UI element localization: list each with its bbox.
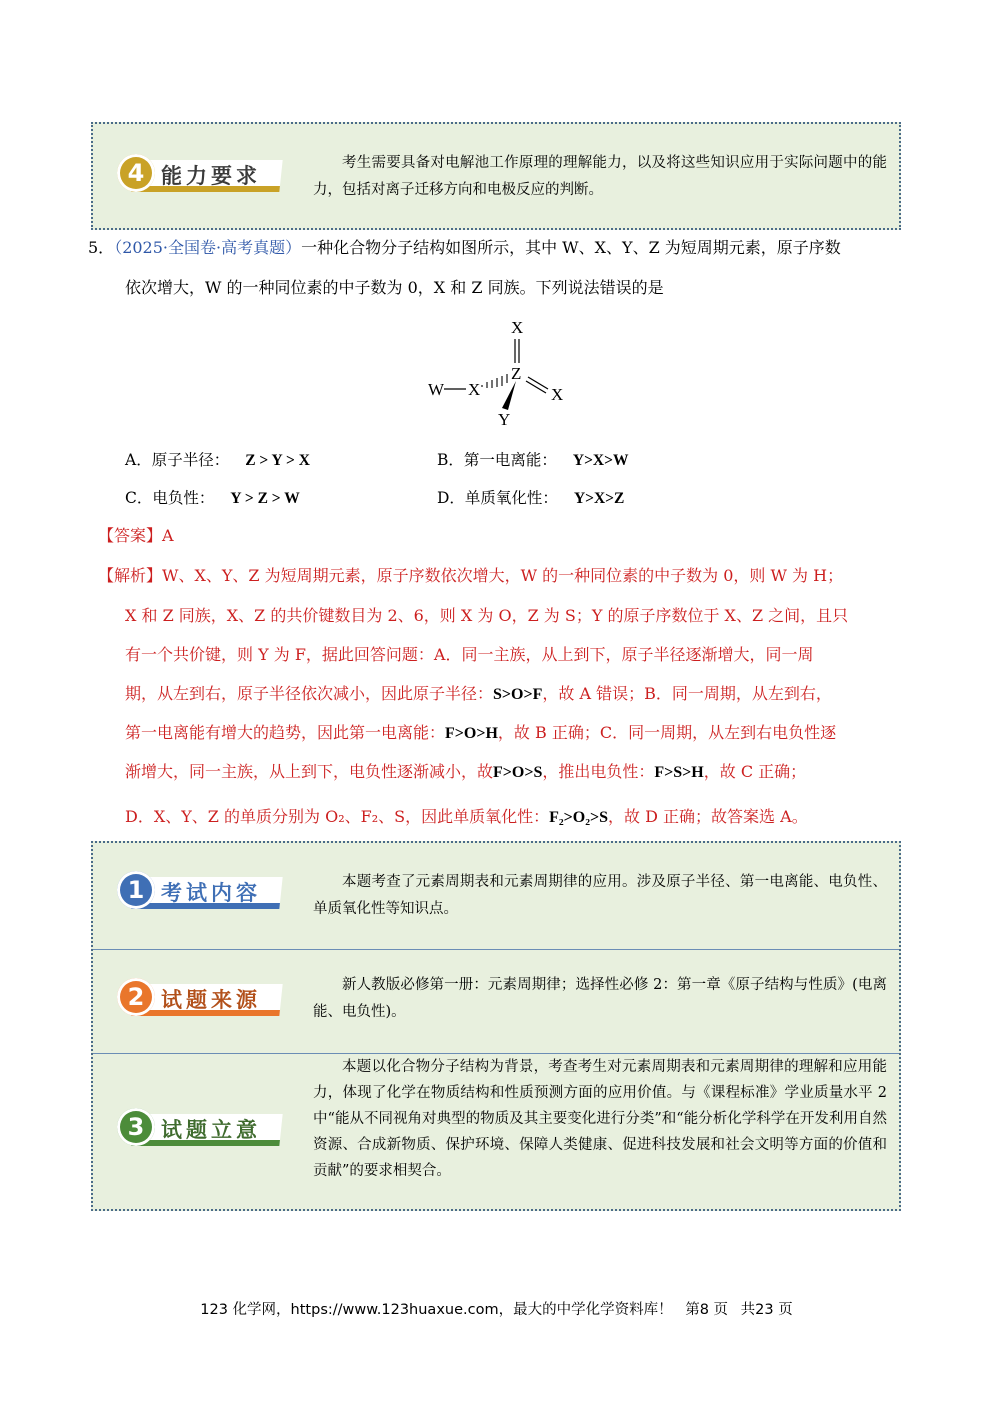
atom-y-bottom: Y	[498, 410, 511, 429]
explanation-tag: 【解析】	[98, 566, 163, 585]
section-badge-ability	[111, 150, 283, 202]
source-text: 新人教版必修第一册：元素周期律；选择性必修 2：第一章《原子结构与性质》(电离能、电负性)。	[313, 977, 887, 1020]
molecule-structure-figure	[420, 315, 580, 430]
section-badge-exam-content	[111, 867, 283, 919]
option-c[interactable]: C．电负性： Y > Z > W	[125, 489, 300, 507]
bond-wedge-z-y	[502, 381, 516, 410]
question-number: 5．	[88, 238, 115, 257]
footer-page-number: 第8 页	[685, 1302, 729, 1318]
explanation-line-5: 第一电离能有增大的趋势，因此第一电离能：F>O>H，故 B 正确；C．同一周期，从左到右电负性逐	[125, 723, 837, 742]
ability-requirement-box	[91, 122, 901, 230]
badge-label: 试题来源	[161, 987, 261, 1012]
question-source: （2025·全国卷·高考真题）	[114, 238, 302, 257]
explanation-line-7: D．X、Y、Z 的单质分别为 O₂、F₂、S，因此单质氧化性：F₂>O₂>S，故 D 正确；故答案选 A。	[125, 807, 808, 826]
atom-x-right: X	[551, 385, 564, 404]
option-a[interactable]: A．原子半径： Z > Y > X	[125, 451, 310, 469]
atom-w-left: W	[428, 380, 445, 399]
badge-label: 试题立意	[161, 1117, 261, 1142]
question-line-1	[88, 236, 841, 260]
badge-number: 1	[117, 871, 155, 909]
bond-double-right-a	[528, 377, 548, 389]
footer-site-text: 123 化学网，https://www.123huaxue.com，最大的中学化学资料库！	[200, 1302, 673, 1318]
atom-x-top: X	[511, 318, 524, 337]
bond-double-right-b	[526, 381, 546, 393]
badge-number: 3	[117, 1108, 155, 1146]
section-badge-source	[111, 974, 283, 1026]
page-footer	[0, 1298, 993, 1319]
analysis-row-exam-content	[93, 843, 899, 949]
bond-hashed-x-z	[482, 374, 507, 388]
badge-label: 考试内容	[161, 880, 261, 905]
answer-line	[98, 524, 174, 548]
analysis-row-intent	[93, 1053, 899, 1211]
analysis-row-source	[93, 949, 899, 1053]
atom-x-left: X	[468, 380, 481, 399]
explanation-line-2: X 和 Z 同族，X、Z 的共价键数目为 2、6，则 X 为 O，Z 为 S；Y 的原子序数位于 X、Z 之间，且只	[125, 606, 849, 625]
atom-z-center: Z	[511, 364, 522, 383]
intent-text: 本题以化合物分子结构为背景，考查考生对元素周期表和元素周期律的理解和应用能力，体现了化学在物质结构和性质预测方面的应用价值。与《课程标准》学业质量水平 2 中“能从不同视角对典型的物质及其主要变化进行分类”和“能分析化学科学在开发利用自然资源、合成新物质、保护环境、保障人类健康、促进科技发展和社会文明等方面的价值和贡献”的要求相契合。	[313, 1059, 887, 1179]
explanation-line-3: 有一个共价键，则 Y 为 F，据此回答问题：A．同一主族，从上到下，原子半径逐渐增大，同一周	[125, 645, 814, 664]
ability-requirement-text: 考生需要具备对电解池工作原理的理解能力，以及将这些知识应用于实际问题中的能力，包括对离子迁移方向和电极反应的判断。	[313, 155, 887, 198]
question-line-2: 依次增大，W 的一种同位素的中子数为 0，X 和 Z 同族。下列说法错误的是	[125, 278, 664, 297]
explanation-line-4: 期，从左到右，原子半径依次减小，因此原子半径：S>O>F，故 A 错误；B．同一周期，从左到右，	[125, 684, 832, 703]
explanation-line-6: 渐增大，同一主族，从上到下，电负性逐渐减小，故F>O>S，推出电负性：F>S>H，故 C 正确；	[125, 762, 807, 781]
question-text-1: 一种化合物分子结构如图所示，其中 W、X、Y、Z 为短周期元素，原子序数	[301, 238, 841, 257]
exam-content-text: 本题考查了元素周期表和元素周期律的应用。涉及原子半径、第一电离能、电负性、单质氧化性等知识点。	[313, 874, 887, 917]
option-d[interactable]: D．单质氧化性： Y>X>Z	[437, 489, 625, 507]
badge-number: 4	[117, 154, 155, 192]
analysis-box	[91, 841, 901, 1211]
badge-label: 能力要求	[161, 163, 261, 188]
footer-total-pages: 共23 页	[740, 1302, 793, 1318]
answer-tag: 【答案】	[98, 526, 163, 545]
answer-value: A	[162, 526, 174, 545]
section-badge-intent	[111, 1104, 283, 1156]
option-b[interactable]: B．第一电离能： Y>X>W	[437, 451, 629, 469]
badge-number: 2	[117, 978, 155, 1016]
explanation-line-1: 【解析】W、X、Y、Z 为短周期元素，原子序数依次增大，W 的一种同位素的中子数为 0，则 W 为 H；	[98, 566, 844, 585]
